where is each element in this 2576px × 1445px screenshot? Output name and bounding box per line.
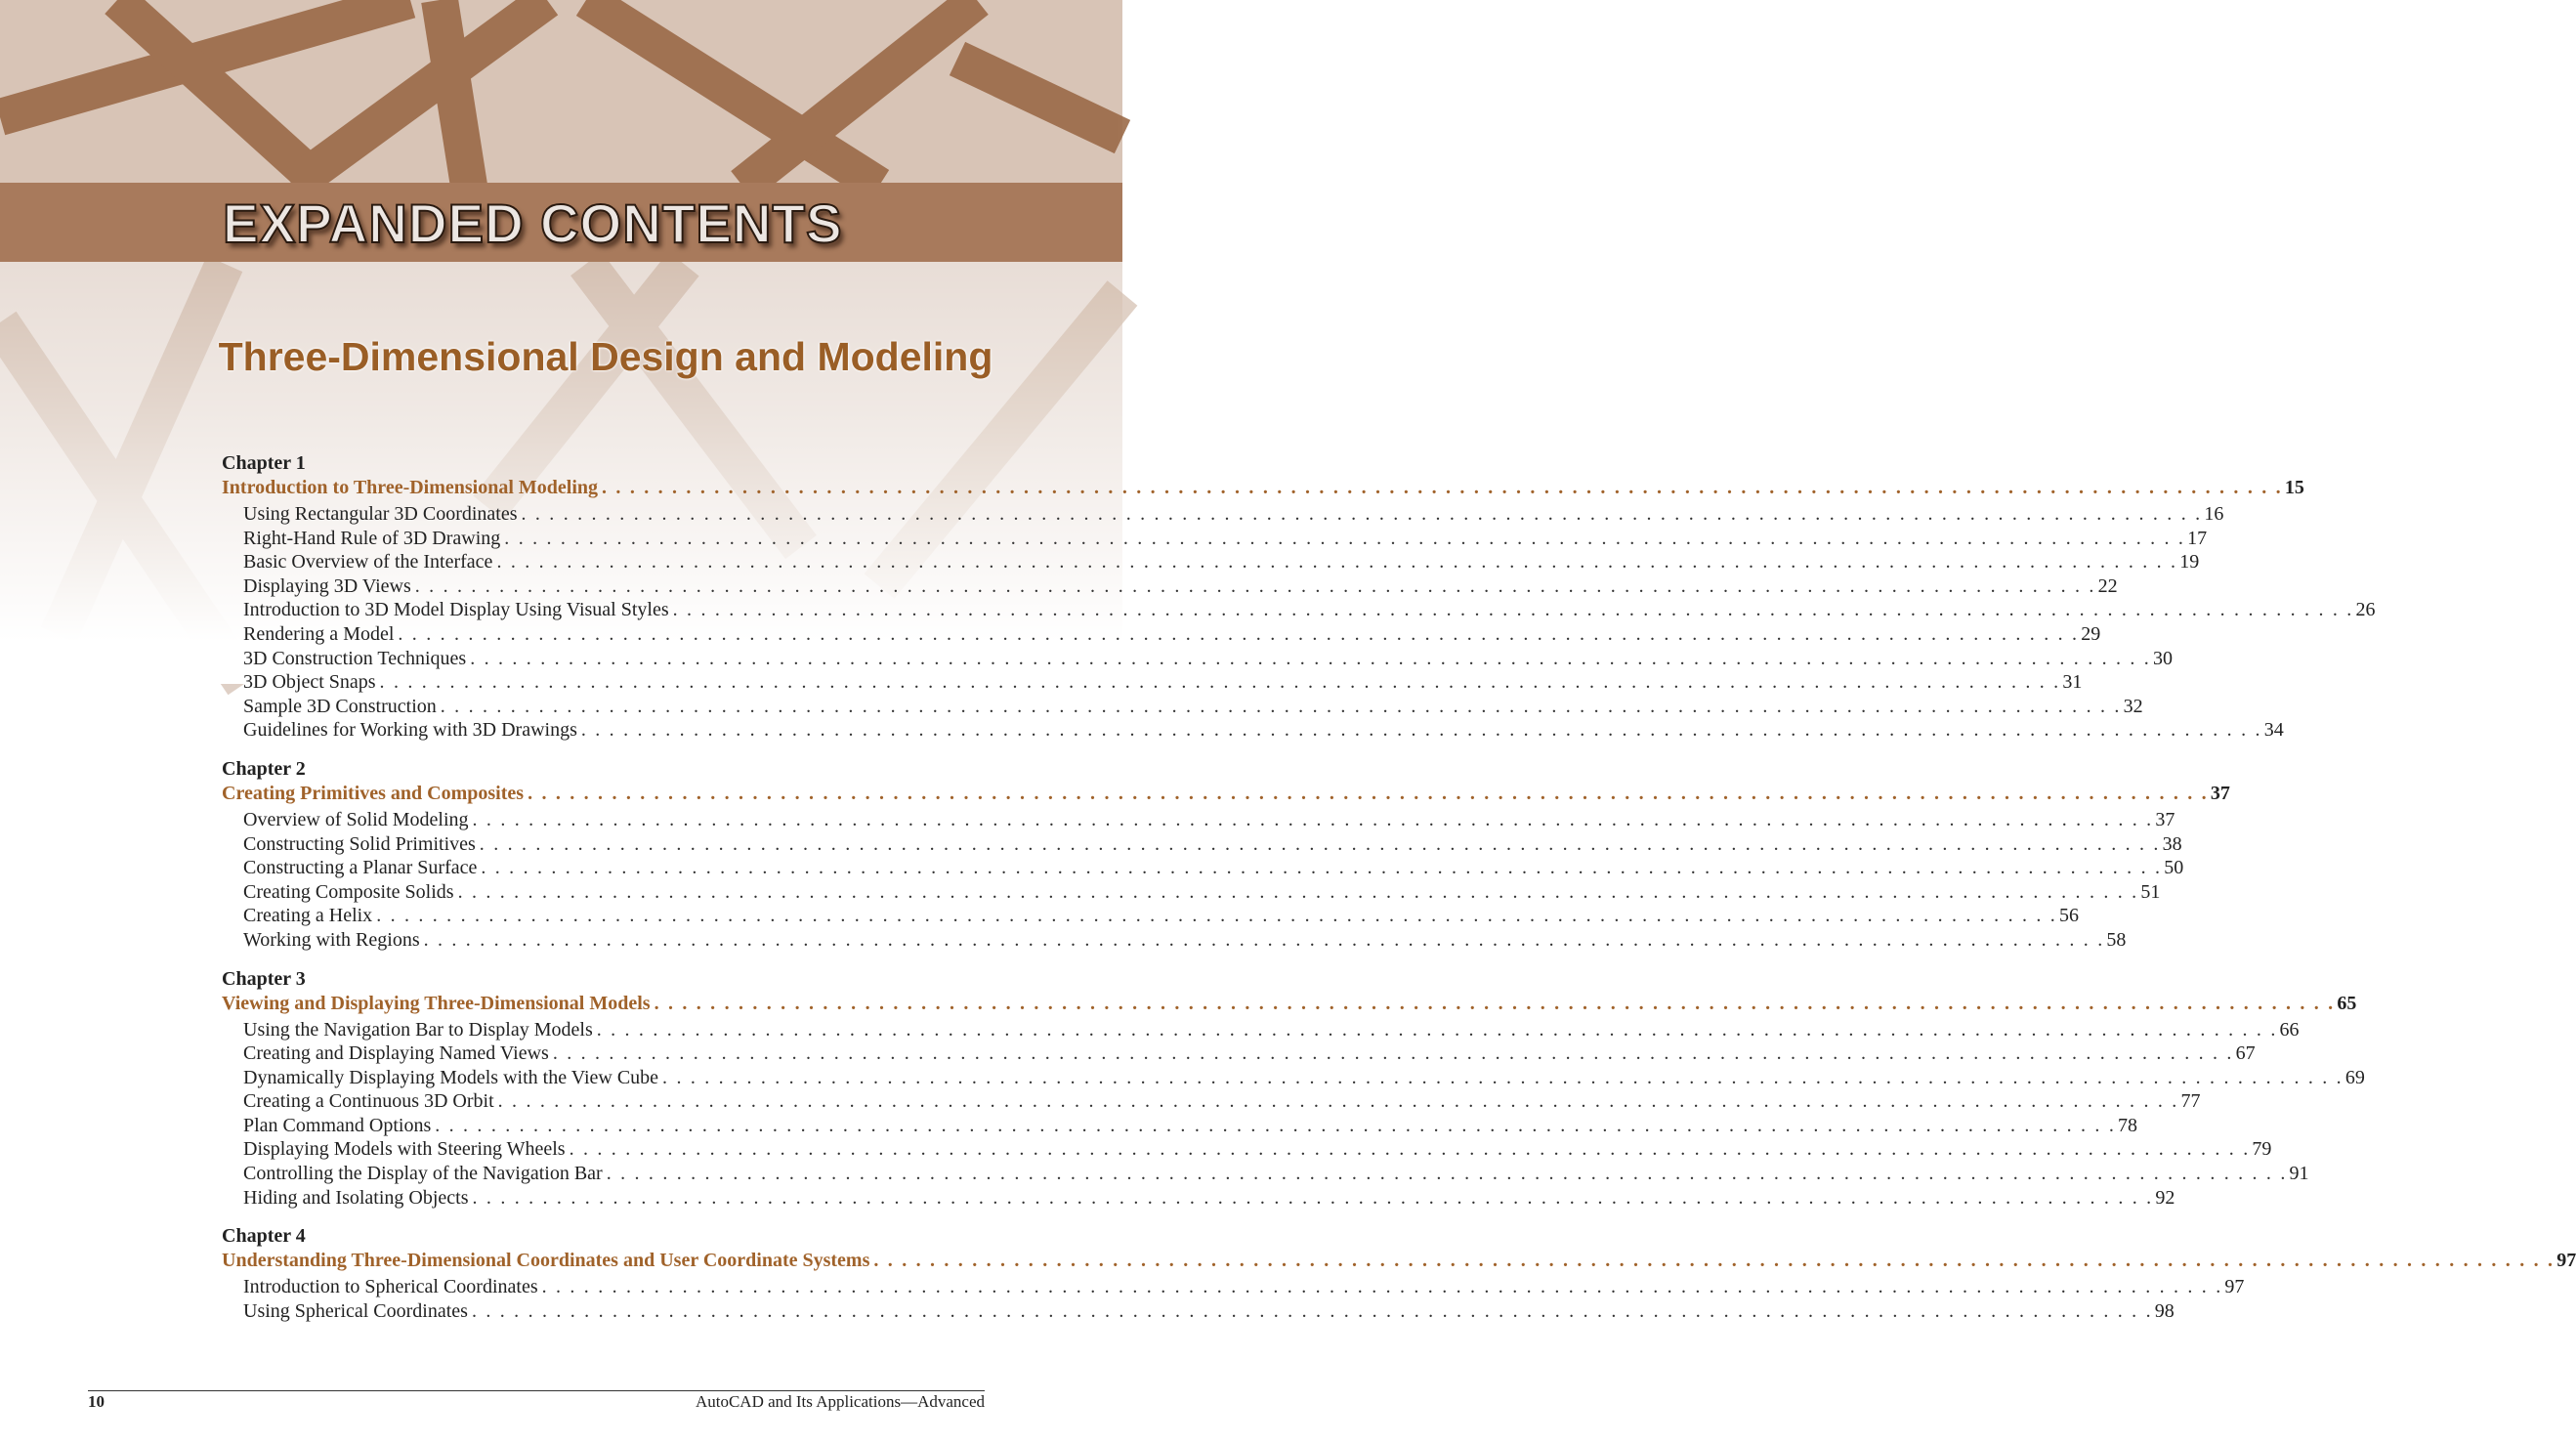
- chapter-title-entry-page: 65: [2337, 992, 2357, 1014]
- chapter-title-entry-title: Introduction to Three-Dimensional Modeling: [222, 477, 599, 498]
- section-entry-title: Creating and Displaying Named Views: [243, 1042, 549, 1065]
- book-name: AutoCAD and Its Applications—Advanced: [695, 1392, 985, 1411]
- section-entry-title: Constructing a Planar Surface: [243, 857, 478, 879]
- section-entry[interactable]: [222, 880, 2161, 905]
- section-entry[interactable]: [222, 598, 2376, 622]
- table-of-contents: [222, 451, 2576, 1338]
- section-entry-page: 19: [2179, 551, 2200, 574]
- dot-leader: . . . . . . . . . . . . . . . . . . . . . . . . . . . . . . . . . . . . . . . . . . . . . . . . . . . . . . . . . . . . . . . . . . . . . . . . . . . . . . . . . . . . . . . . . . . . . . . . . . . . . . . . . . . . . . . . . . . . . . . .: [496, 551, 2178, 574]
- chapter-label: Chapter 1: [222, 452, 306, 474]
- dot-leader: . . . . . . . . . . . . . . . . . . . . . . . . . . . . . . . . . . . . . . . . . . . . . . . . . . . . . . . . . . . . . . . . . . . . . . . . . . . . . . . . . . . . . . . . . . . . . . . . . . . . . . . . . . . . . . . . . . . . . . . .: [654, 992, 2336, 1014]
- chapter-title-entry[interactable]: [222, 991, 2357, 1016]
- section-entry-page: 67: [2235, 1042, 2256, 1065]
- chapter-title-entry-title: Understanding Three-Dimensional Coordinates and User Coordinate Systems: [222, 1250, 870, 1272]
- section-entry-title: Rendering a Model: [243, 622, 395, 645]
- chapter-title-entry[interactable]: [222, 781, 2230, 806]
- section-entry-page: 37: [2155, 808, 2175, 830]
- chapter-block: [222, 757, 2230, 953]
- section-entry-title: Working with Regions: [243, 928, 420, 951]
- section-entry-page: 22: [2097, 574, 2118, 597]
- section-entry-page: 30: [2153, 647, 2174, 669]
- chapter-title-entry-page: 97: [2556, 1250, 2576, 1272]
- section-entry-title: Right-Hand Rule of 3D Drawing: [243, 527, 501, 549]
- section-entry-title: Overview of Solid Modeling: [243, 808, 469, 830]
- section-entry[interactable]: [222, 550, 2200, 574]
- dot-leader: . . . . . . . . . . . . . . . . . . . . . . . . . . . . . . . . . . . . . . . . . . . . . . . . . . . . . . . . . . . . . . . . . . . . . . . . . . . . . . . . . . . . . . . . . . . . . . . . . . . . . . . . . . . . . . . . . . . . . . . .: [457, 880, 2139, 903]
- dot-leader: . . . . . . . . . . . . . . . . . . . . . . . . . . . . . . . . . . . . . . . . . . . . . . . . . . . . . . . . . . . . . . . . . . . . . . . . . . . . . . . . . . . . . . . . . . . . . . . . . . . . . . . . . . . . . . . . . . . . . . . .: [873, 1250, 2555, 1272]
- section-entry-title: Hiding and Isolating Objects: [243, 1186, 469, 1209]
- section-entry[interactable]: [222, 1275, 2245, 1299]
- section-entry[interactable]: [222, 1299, 2175, 1324]
- section-entry-title: Using Rectangular 3D Coordinates: [243, 503, 518, 525]
- dot-leader: . . . . . . . . . . . . . . . . . . . . . . . . . . . . . . . . . . . . . . . . . . . . . . . . . . . . . . . . . . . . . . . . . . . . . . . . . . . . . . . . . . . . . . . . . . . . . . . . . . . . . . . . . . . . . . . . . . . . . . . .: [414, 574, 2096, 597]
- section-entry-title: Creating Composite Solids: [243, 880, 454, 903]
- section-entry[interactable]: [222, 1041, 2256, 1066]
- section-entry[interactable]: [222, 1089, 2201, 1114]
- chapter-block: [222, 967, 2365, 1211]
- section-entry-page: 97: [2224, 1276, 2245, 1298]
- dot-leader: . . . . . . . . . . . . . . . . . . . . . . . . . . . . . . . . . . . . . . . . . . . . . . . . . . . . . . . . . . . . . . . . . . . . . . . . . . . . . . . . . . . . . . . . . . . . . . . . . . . . . . . . . . . . . . . . . . . . . . . .: [528, 782, 2209, 804]
- section-entry-title: Displaying Models with Steering Wheels: [243, 1138, 566, 1161]
- dot-leader: . . . . . . . . . . . . . . . . . . . . . . . . . . . . . . . . . . . . . . . . . . . . . . . . . . . . . . . . . . . . . . . . . . . . . . . . . . . . . . . . . . . . . . . . . . . . . . . . . . . . . . . . . . . . . . . . . . . . . . . .: [672, 599, 2354, 621]
- section-entry-title: Constructing Solid Primitives: [243, 832, 476, 855]
- dot-leader: . . . . . . . . . . . . . . . . . . . . . . . . . . . . . . . . . . . . . . . . . . . . . . . . . . . . . . . . . . . . . . . . . . . . . . . . . . . . . . . . . . . . . . . . . . . . . . . . . . . . . . . . . . . . . . . . . . . . . . . .: [521, 503, 2203, 525]
- dot-leader: . . . . . . . . . . . . . . . . . . . . . . . . . . . . . . . . . . . . . . . . . . . . . . . . . . . . . . . . . . . . . . . . . . . . . . . . . . . . . . . . . . . . . . . . . . . . . . . . . . . . . . . . . . . . . . . . . . . . . . . .: [602, 477, 2283, 498]
- chapter-title-entry-title: Viewing and Displaying Three-Dimensional Models: [222, 992, 651, 1014]
- section-entry[interactable]: [222, 808, 2175, 832]
- section-entry-page: 77: [2180, 1090, 2201, 1113]
- section-entry-title: Creating a Continuous 3D Orbit: [243, 1090, 494, 1113]
- dot-leader: . . . . . . . . . . . . . . . . . . . . . . . . . . . . . . . . . . . . . . . . . . . . . . . . . . . . . . . . . . . . . . . . . . . . . . . . . . . . . . . . . . . . . . . . . . . . . . . . . . . . . . . . . . . . . . . . . . . . . . . .: [481, 857, 2163, 879]
- section-entry-title: 3D Construction Techniques: [243, 647, 467, 669]
- section-entry-page: 50: [2164, 857, 2184, 879]
- dot-leader: . . . . . . . . . . . . . . . . . . . . . . . . . . . . . . . . . . . . . . . . . . . . . . . . . . . . . . . . . . . . . . . . . . . . . . . . . . . . . . . . . . . . . . . . . . . . . . . . . . . . . . . . . . . . . . . . . . . . . . . .: [541, 1276, 2223, 1298]
- section-entry-title: Guidelines for Working with 3D Drawings: [243, 719, 577, 742]
- section-entry-title: Using the Navigation Bar to Display Models: [243, 1018, 593, 1041]
- chapter-title-entry-page: 37: [2210, 782, 2230, 804]
- dot-leader: . . . . . . . . . . . . . . . . . . . . . . . . . . . . . . . . . . . . . . . . . . . . . . . . . . . . . . . . . . . . . . . . . . . . . . . . . . . . . . . . . . . . . . . . . . . . . . . . . . . . . . . . . . . . . . . . . . . . . . . .: [376, 905, 2057, 927]
- section-entry-page: 29: [2081, 622, 2101, 645]
- section-entry[interactable]: [222, 647, 2174, 671]
- dot-leader: . . . . . . . . . . . . . . . . . . . . . . . . . . . . . . . . . . . . . . . . . . . . . . . . . . . . . . . . . . . . . . . . . . . . . . . . . . . . . . . . . . . . . . . . . . . . . . . . . . . . . . . . . . . . . . . . . . . . . . . .: [440, 695, 2122, 717]
- section-entry[interactable]: [222, 695, 2143, 719]
- chapter-block: [222, 451, 2376, 743]
- section-entry-page: 69: [2344, 1066, 2365, 1088]
- chapter-title-entry[interactable]: [222, 475, 2304, 500]
- dot-leader: . . . . . . . . . . . . . . . . . . . . . . . . . . . . . . . . . . . . . . . . . . . . . . . . . . . . . . . . . . . . . . . . . . . . . . . . . . . . . . . . . . . . . . . . . . . . . . . . . . . . . . . . . . . . . . . . . . . . . . . .: [471, 1299, 2153, 1322]
- section-entry-page: 51: [2140, 880, 2161, 903]
- section-entry-page: 56: [2059, 905, 2079, 927]
- section-entry[interactable]: [222, 904, 2079, 928]
- chapter-label: Chapter 2: [222, 757, 306, 780]
- section-entry-title: Controlling the Display of the Navigation Bar: [243, 1163, 603, 1185]
- section-entry-title: 3D Object Snaps: [243, 671, 376, 694]
- section-entry-page: 92: [2155, 1186, 2175, 1209]
- section-entry[interactable]: [222, 1018, 2300, 1042]
- section-entry-title: Sample 3D Construction: [243, 695, 437, 717]
- dot-leader: . . . . . . . . . . . . . . . . . . . . . . . . . . . . . . . . . . . . . . . . . . . . . . . . . . . . . . . . . . . . . . . . . . . . . . . . . . . . . . . . . . . . . . . . . . . . . . . . . . . . . . . . . . . . . . . . . . . . . . . .: [662, 1066, 2344, 1088]
- dot-leader: . . . . . . . . . . . . . . . . . . . . . . . . . . . . . . . . . . . . . . . . . . . . . . . . . . . . . . . . . . . . . . . . . . . . . . . . . . . . . . . . . . . . . . . . . . . . . . . . . . . . . . . . . . . . . . . . . . . . . . . .: [497, 1090, 2179, 1113]
- dot-leader: . . . . . . . . . . . . . . . . . . . . . . . . . . . . . . . . . . . . . . . . . . . . . . . . . . . . . . . . . . . . . . . . . . . . . . . . . . . . . . . . . . . . . . . . . . . . . . . . . . . . . . . . . . . . . . . . . . . . . . . .: [398, 622, 2080, 645]
- section-entry-title: Dynamically Displaying Models with the View Cube: [243, 1066, 659, 1088]
- chapter-title-entry[interactable]: [222, 1248, 2576, 1273]
- section-entry-title: Introduction to 3D Model Display Using Visual Styles: [243, 599, 669, 621]
- section-entry-page: 31: [2062, 671, 2083, 694]
- section-entry-title: Basic Overview of the Interface: [243, 551, 493, 574]
- section-entry-page: 98: [2154, 1299, 2175, 1322]
- dot-leader: . . . . . . . . . . . . . . . . . . . . . . . . . . . . . . . . . . . . . . . . . . . . . . . . . . . . . . . . . . . . . . . . . . . . . . . . . . . . . . . . . . . . . . . . . . . . . . . . . . . . . . . . . . . . . . . . . . . . . . . .: [479, 832, 2161, 855]
- section-entry-title: Plan Command Options: [243, 1114, 432, 1136]
- page-number: 10: [88, 1392, 105, 1411]
- section-entry[interactable]: [222, 1114, 2138, 1138]
- section-entry[interactable]: [222, 670, 2083, 695]
- section-entry[interactable]: [222, 574, 2118, 599]
- chapter-block: [222, 1224, 2576, 1323]
- section-entry[interactable]: [222, 527, 2208, 551]
- section-entry-page: 66: [2279, 1018, 2300, 1041]
- dot-leader: . . . . . . . . . . . . . . . . . . . . . . . . . . . . . . . . . . . . . . . . . . . . . . . . . . . . . . . . . . . . . . . . . . . . . . . . . . . . . . . . . . . . . . . . . . . . . . . . . . . . . . . . . . . . . . . . . . . . . . . .: [580, 719, 2262, 742]
- chapter-title-entry-title: Creating Primitives and Composites: [222, 782, 525, 804]
- section-entry-page: 34: [2263, 719, 2284, 742]
- section-entry-page: 91: [2289, 1163, 2309, 1185]
- section-entry[interactable]: [222, 856, 2184, 880]
- footer-divider: [88, 1390, 985, 1391]
- dot-leader: . . . . . . . . . . . . . . . . . . . . . . . . . . . . . . . . . . . . . . . . . . . . . . . . . . . . . . . . . . . . . . . . . . . . . . . . . . . . . . . . . . . . . . . . . . . . . . . . . . . . . . . . . . . . . . . . . . . . . . . .: [504, 527, 2186, 549]
- dot-leader: . . . . . . . . . . . . . . . . . . . . . . . . . . . . . . . . . . . . . . . . . . . . . . . . . . . . . . . . . . . . . . . . . . . . . . . . . . . . . . . . . . . . . . . . . . . . . . . . . . . . . . . . . . . . . . . . . . . . . . . .: [569, 1138, 2251, 1161]
- section-entry-title: Introduction to Spherical Coordinates: [243, 1276, 538, 1298]
- section-entry-page: 58: [2106, 928, 2127, 951]
- section-entry-title: Displaying 3D Views: [243, 574, 411, 597]
- section-entry-page: 26: [2355, 599, 2376, 621]
- dot-leader: . . . . . . . . . . . . . . . . . . . . . . . . . . . . . . . . . . . . . . . . . . . . . . . . . . . . . . . . . . . . . . . . . . . . . . . . . . . . . . . . . . . . . . . . . . . . . . . . . . . . . . . . . . . . . . . . . . . . . . . .: [470, 647, 2152, 669]
- dot-leader: . . . . . . . . . . . . . . . . . . . . . . . . . . . . . . . . . . . . . . . . . . . . . . . . . . . . . . . . . . . . . . . . . . . . . . . . . . . . . . . . . . . . . . . . . . . . . . . . . . . . . . . . . . . . . . . . . . . . . . . .: [423, 928, 2105, 951]
- section-entry-page: 17: [2187, 527, 2208, 549]
- chapter-title-entry-page: 15: [2284, 477, 2304, 498]
- section-entry-page: 32: [2123, 695, 2143, 717]
- section-entry[interactable]: [222, 1137, 2272, 1162]
- section-entry-title: Creating a Helix: [243, 905, 373, 927]
- dot-leader: . . . . . . . . . . . . . . . . . . . . . . . . . . . . . . . . . . . . . . . . . . . . . . . . . . . . . . . . . . . . . . . . . . . . . . . . . . . . . . . . . . . . . . . . . . . . . . . . . . . . . . . . . . . . . . . . . . . . . . . .: [552, 1042, 2234, 1065]
- section-entry-page: 38: [2162, 832, 2182, 855]
- section-entry[interactable]: [222, 832, 2182, 857]
- section-entry[interactable]: [222, 502, 2224, 527]
- section-entry[interactable]: [222, 1162, 2309, 1186]
- section-entry[interactable]: [222, 622, 2101, 647]
- section-entry-page: 78: [2118, 1114, 2138, 1136]
- chapter-label: Chapter 4: [222, 1225, 306, 1248]
- section-entry[interactable]: [222, 1066, 2365, 1090]
- dot-leader: . . . . . . . . . . . . . . . . . . . . . . . . . . . . . . . . . . . . . . . . . . . . . . . . . . . . . . . . . . . . . . . . . . . . . . . . . . . . . . . . . . . . . . . . . . . . . . . . . . . . . . . . . . . . . . . . . . . . . . . .: [435, 1114, 2117, 1136]
- dot-leader: . . . . . . . . . . . . . . . . . . . . . . . . . . . . . . . . . . . . . . . . . . . . . . . . . . . . . . . . . . . . . . . . . . . . . . . . . . . . . . . . . . . . . . . . . . . . . . . . . . . . . . . . . . . . . . . . . . . . . . . .: [606, 1163, 2288, 1185]
- dot-leader: . . . . . . . . . . . . . . . . . . . . . . . . . . . . . . . . . . . . . . . . . . . . . . . . . . . . . . . . . . . . . . . . . . . . . . . . . . . . . . . . . . . . . . . . . . . . . . . . . . . . . . . . . . . . . . . . . . . . . . . .: [472, 808, 2154, 830]
- section-entry[interactable]: [222, 928, 2127, 953]
- dot-leader: . . . . . . . . . . . . . . . . . . . . . . . . . . . . . . . . . . . . . . . . . . . . . . . . . . . . . . . . . . . . . . . . . . . . . . . . . . . . . . . . . . . . . . . . . . . . . . . . . . . . . . . . . . . . . . . . . . . . . . . .: [379, 671, 2061, 694]
- section-entry-title: Using Spherical Coordinates: [243, 1299, 468, 1322]
- section-entry-page: 16: [2204, 503, 2224, 525]
- expanded-contents-heading: EXPANDED CONTENTS: [223, 192, 843, 254]
- section-entry[interactable]: [222, 718, 2284, 743]
- book-section-title: Three-Dimensional Design and Modeling: [218, 334, 993, 379]
- section-entry-page: 79: [2252, 1138, 2272, 1161]
- dot-leader: . . . . . . . . . . . . . . . . . . . . . . . . . . . . . . . . . . . . . . . . . . . . . . . . . . . . . . . . . . . . . . . . . . . . . . . . . . . . . . . . . . . . . . . . . . . . . . . . . . . . . . . . . . . . . . . . . . . . . . . .: [596, 1018, 2278, 1041]
- section-entry[interactable]: [222, 1186, 2175, 1211]
- chapter-label: Chapter 3: [222, 967, 306, 990]
- dot-leader: . . . . . . . . . . . . . . . . . . . . . . . . . . . . . . . . . . . . . . . . . . . . . . . . . . . . . . . . . . . . . . . . . . . . . . . . . . . . . . . . . . . . . . . . . . . . . . . . . . . . . . . . . . . . . . . . . . . . . . . .: [472, 1186, 2154, 1209]
